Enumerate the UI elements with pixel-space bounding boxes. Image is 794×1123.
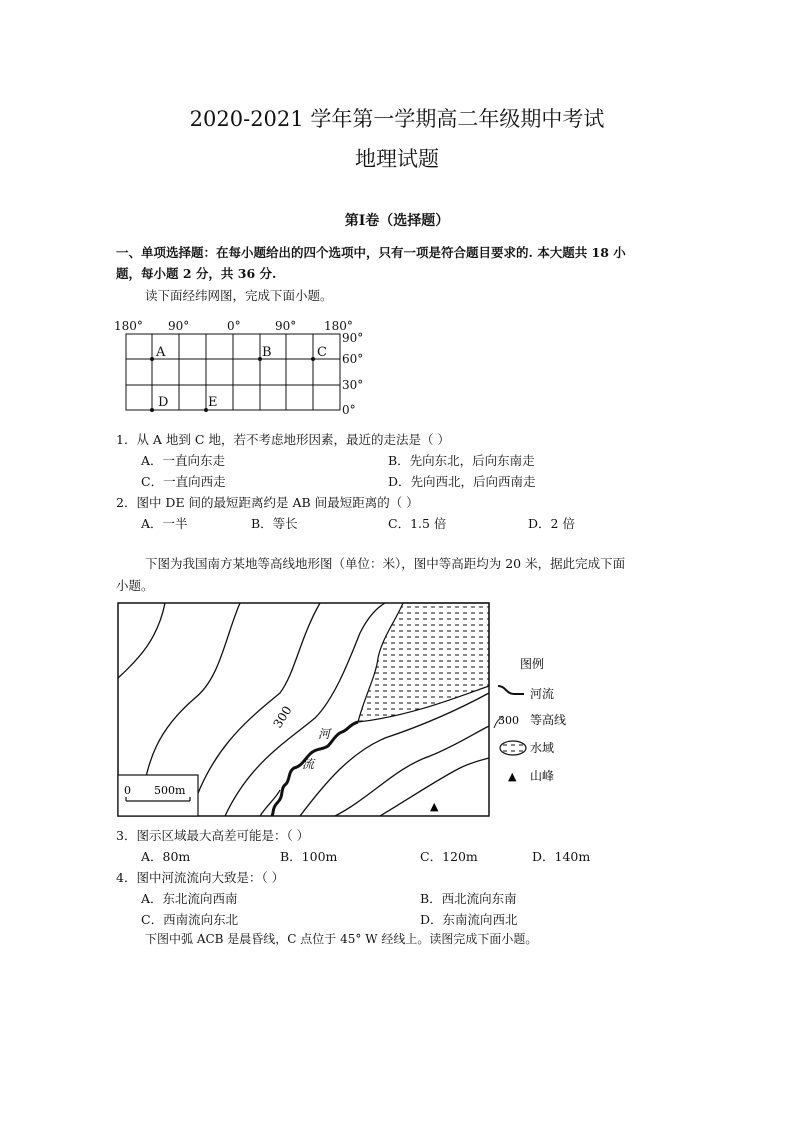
contour-line xyxy=(335,726,489,816)
lat-label: 30° xyxy=(342,378,364,392)
lon-label: 0° xyxy=(227,319,241,333)
final-intro-text: 下图中弧 ACB 是晨昏线，C 点位于 45° W 经线上。读图完成下面小题。 xyxy=(145,932,538,946)
q3-option-a: A．80m xyxy=(141,849,191,864)
q1-option-c: C．一直向西走 xyxy=(141,474,226,489)
q3-option-c: C．120m xyxy=(420,849,478,864)
q1-option-a: A．一直向东走 xyxy=(141,453,226,468)
section-heading: 第Ⅰ卷（选择题） xyxy=(344,213,450,229)
q4-option-a: A．东北流向西南 xyxy=(141,891,238,906)
point-c-marker xyxy=(311,357,315,361)
part1-instruction-line2: 题，每小题 2 分，共 36 分. xyxy=(116,266,277,281)
point-a-label: A xyxy=(156,345,166,360)
grid-lead-text: 读下面经纬网图，完成下面小题。 xyxy=(145,288,333,303)
lat-label: 60° xyxy=(342,352,364,366)
river-label-1: 河 xyxy=(318,727,331,741)
lon-label: 180° xyxy=(114,319,143,333)
legend-water: 水域 xyxy=(530,741,555,755)
legend-contour: 等高线 xyxy=(530,713,567,727)
water-area xyxy=(358,603,489,722)
legend-peak: 山峰 xyxy=(530,769,555,783)
river-line xyxy=(272,722,358,816)
q4-option-b: B．西北流向东南 xyxy=(420,891,517,906)
q2-option-a: A．一半 xyxy=(141,516,188,531)
question-3-stem: 3．图示区域最大高差可能是：（ ） xyxy=(116,828,310,843)
q2-option-b: B．等长 xyxy=(251,516,298,531)
q1-option-d: D．先向西北，后向西南走 xyxy=(388,474,536,489)
exam-title: 2020-2021 学年第一学期高二年级期中考试 xyxy=(189,107,605,131)
contour-line xyxy=(190,603,320,816)
scale-label: 500m xyxy=(154,784,186,797)
q4-option-d: D．东南流向西北 xyxy=(420,912,518,927)
legend-contour-num: 300 xyxy=(498,714,519,727)
lon-label: 90° xyxy=(168,319,190,333)
point-e-label: E xyxy=(208,395,218,410)
peak-marker: ▲ xyxy=(430,800,439,813)
scale-zero: 0 xyxy=(124,784,131,797)
exam-subtitle: 地理试题 xyxy=(355,147,439,171)
river-label-2: 流 xyxy=(302,757,315,771)
legend-river: 河流 xyxy=(530,687,555,701)
part1-instruction-line1: 一、单项选择题：在每小题给出的四个选项中，只有一项是符合题目要求的. 本大题共 18 小 xyxy=(116,245,626,260)
point-d-label: D xyxy=(158,395,169,410)
q3-option-d: D．140m xyxy=(532,849,591,864)
legend-title: 图例 xyxy=(520,657,545,671)
point-c-label: C xyxy=(317,345,327,360)
q3-option-b: B．100m xyxy=(280,849,338,864)
contour-line xyxy=(118,603,165,678)
lon-label: 180° xyxy=(324,319,353,333)
point-d-marker xyxy=(150,408,154,412)
q4-option-c: C．西南流向东北 xyxy=(141,912,239,927)
lon-label: 90° xyxy=(275,319,297,333)
point-b-label: B xyxy=(262,345,272,360)
contour-intro-line2: 小题。 xyxy=(116,578,154,593)
contour-intro-line1: 下图为我国南方某地等高线地形图（单位：米），图中等高距均为 20 米，据此完成下面 xyxy=(145,556,626,571)
legend-river-icon xyxy=(498,686,524,694)
question-2-stem: 2．图中 DE 间的最短距离约是 AB 间最短距离的（ ） xyxy=(116,495,419,510)
q2-option-c: C．1.5 倍 xyxy=(388,516,447,531)
legend-peak-icon: ▲ xyxy=(508,770,517,783)
lat-label: 90° xyxy=(342,331,364,345)
contour-map-figure xyxy=(110,598,600,820)
point-a-marker xyxy=(150,357,154,361)
question-1-stem: 1．从 A 地到 C 地，若不考虑地形因素，最近的走法是（ ） xyxy=(116,432,450,447)
q1-option-b: B．先向东北，后向东南走 xyxy=(388,453,535,468)
contour-label-300: 300 xyxy=(270,703,295,731)
legend-water-icon xyxy=(500,741,526,755)
question-4-stem: 4．图中河流流向大致是：（ ） xyxy=(116,870,285,885)
lat-label: 0° xyxy=(342,403,356,417)
q2-option-d: D．2 倍 xyxy=(528,516,575,531)
graticule-figure xyxy=(110,316,370,420)
